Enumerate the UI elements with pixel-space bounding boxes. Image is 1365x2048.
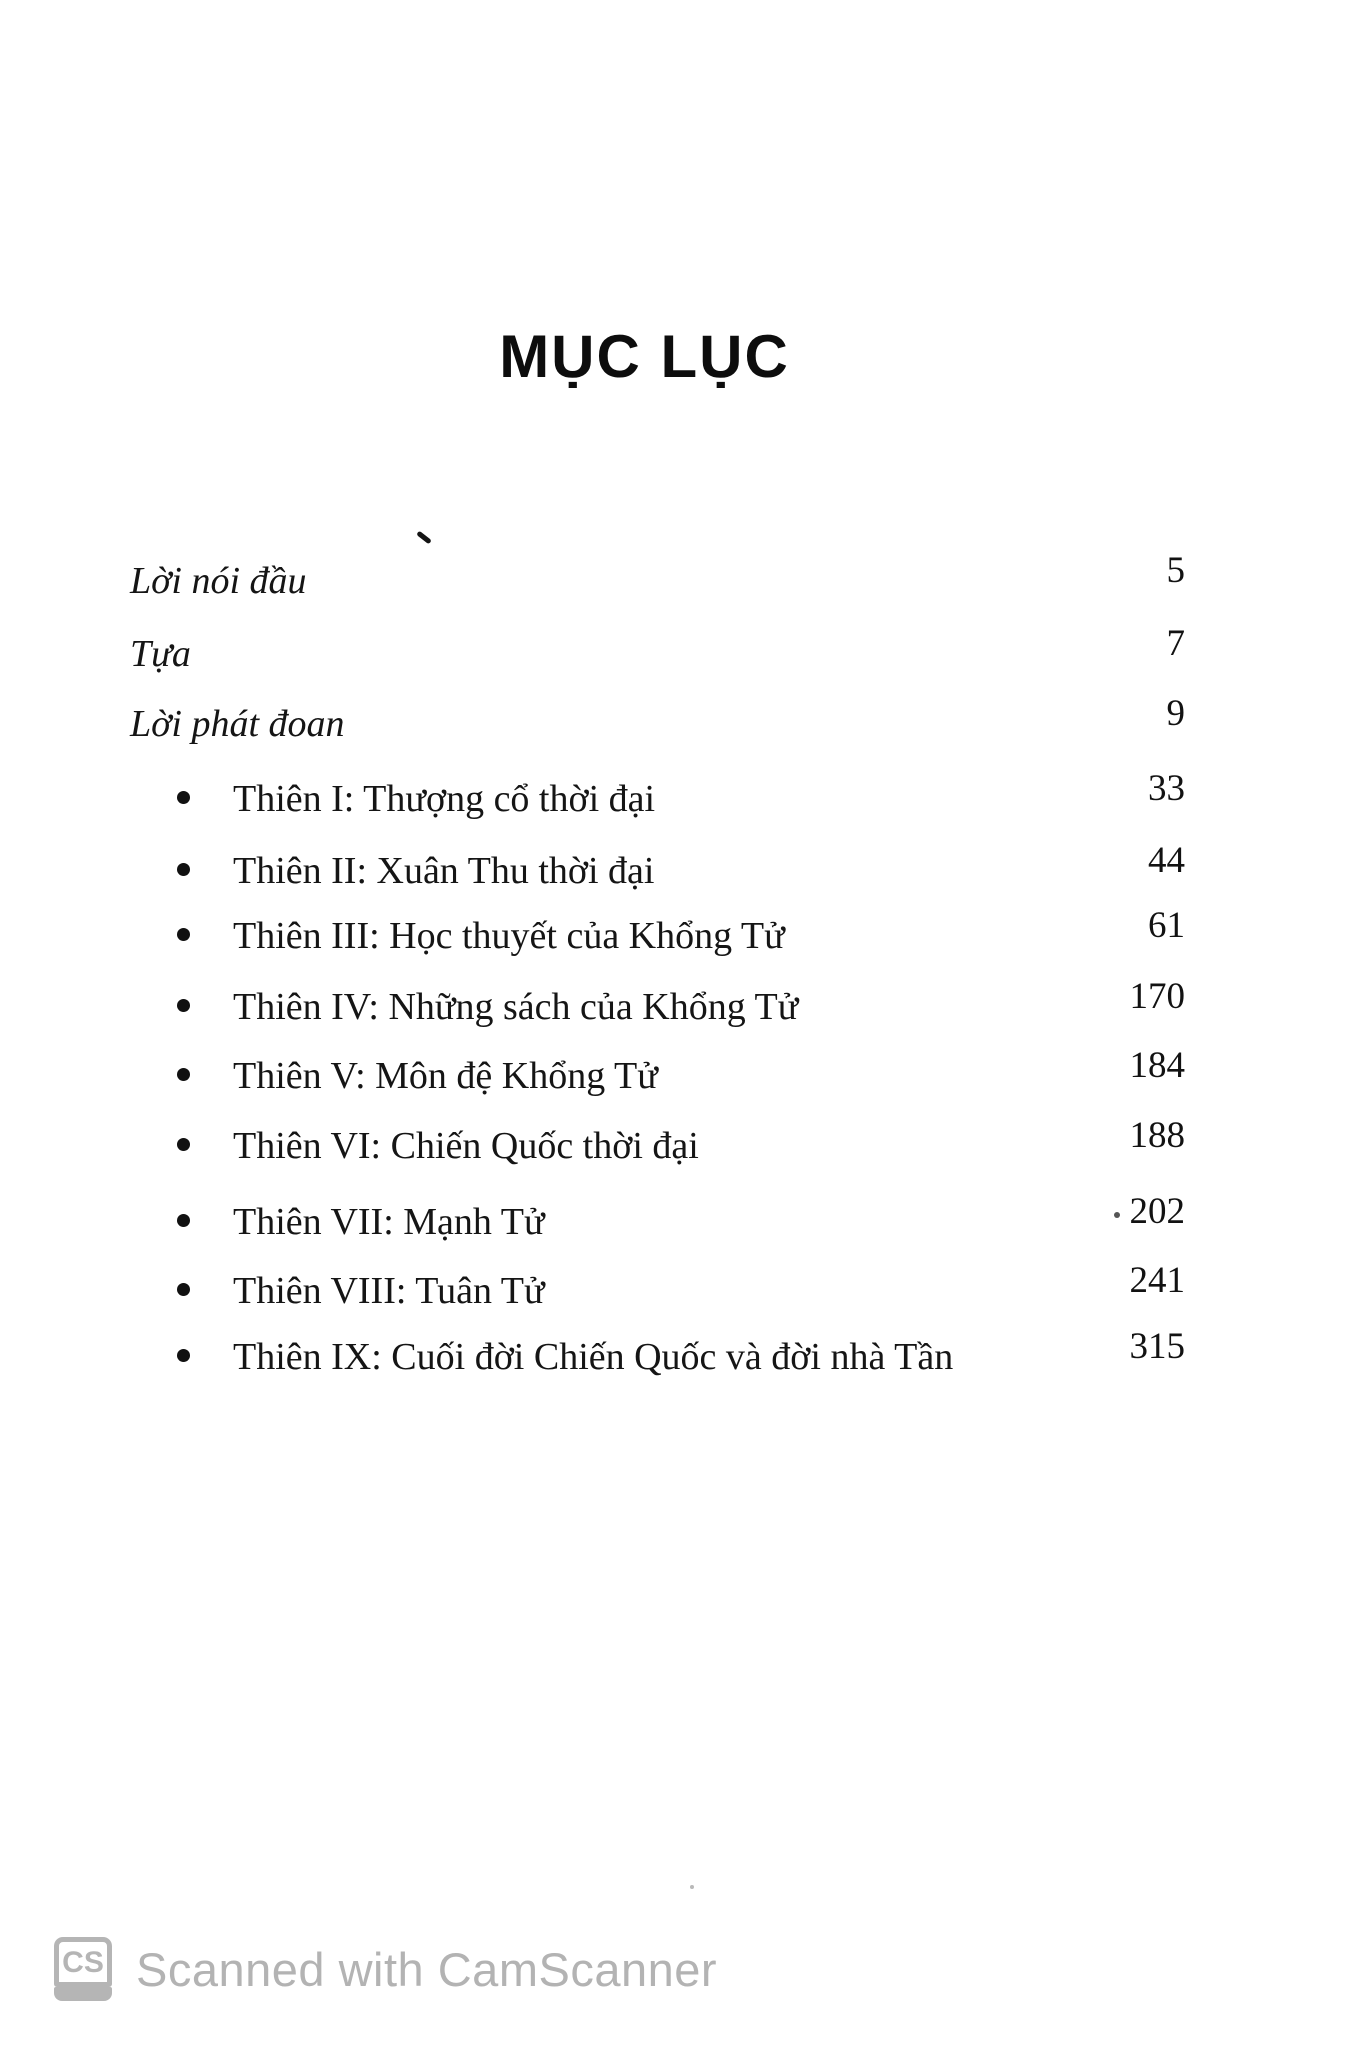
camscanner-icon xyxy=(54,1937,112,2001)
toc-entry-label: Thiên VII: Mạnh Tử xyxy=(233,1201,545,1243)
toc-entry-label: Tựa xyxy=(130,633,191,675)
toc-entry-label: Thiên III: Học thuyết của Khổng Tử xyxy=(233,915,785,957)
toc-entry-label: Thiên IX: Cuối đời Chiến Quốc và đời nhà Tần xyxy=(233,1336,954,1378)
toc-entry-page: 44 xyxy=(1148,840,1185,881)
toc-row xyxy=(0,1326,1205,1395)
toc-row xyxy=(0,1260,1205,1329)
scan-artifact-accent-mark xyxy=(416,531,432,545)
bullet-icon xyxy=(177,1349,190,1362)
bullet-icon xyxy=(177,791,190,804)
page-title: MỤC LỤC xyxy=(499,323,790,390)
watermark-text: Scanned with CamScanner xyxy=(136,1942,718,1996)
camscanner-icon-letters: CS xyxy=(62,1946,104,1979)
bullet-icon xyxy=(177,1138,190,1151)
toc-row xyxy=(0,1115,1205,1184)
toc-entry-page: 9 xyxy=(1166,693,1185,734)
toc-entry-page: 188 xyxy=(1129,1115,1185,1156)
toc-row xyxy=(0,976,1205,1045)
toc-row xyxy=(0,693,1205,762)
toc-entry-label: Thiên II: Xuân Thu thời đại xyxy=(233,850,655,892)
camscanner-icon-bar xyxy=(54,1987,112,2001)
toc-entry-label: Thiên IV: Những sách của Khổng Tử xyxy=(233,986,799,1028)
toc-entry-label: Thiên VIII: Tuân Tử xyxy=(233,1270,545,1312)
toc-row xyxy=(0,840,1205,909)
toc-entry-label: Thiên V: Môn đệ Khổng Tử xyxy=(233,1055,658,1097)
toc-entry-page: 202 xyxy=(1129,1191,1185,1232)
toc-entry-label: Thiên VI: Chiến Quốc thời đại xyxy=(233,1125,699,1167)
toc-entry-page: 61 xyxy=(1148,905,1185,946)
scan-artifact-dot xyxy=(1114,1212,1120,1218)
toc-entry-page: 7 xyxy=(1166,623,1185,664)
toc-entry-label: Thiên I: Thượng cổ thời đại xyxy=(233,778,656,820)
camscanner-watermark xyxy=(54,1936,717,2002)
toc-entry-label: Lời nói đầu xyxy=(130,560,307,602)
bullet-icon xyxy=(177,999,190,1012)
toc-row xyxy=(0,905,1205,974)
scan-artifact-speck xyxy=(690,1885,694,1889)
toc-row xyxy=(0,1191,1205,1260)
toc-entry-page: 315 xyxy=(1129,1326,1185,1367)
toc-row xyxy=(0,1045,1205,1114)
toc-row xyxy=(0,623,1205,692)
toc-entry-page: 241 xyxy=(1129,1260,1185,1301)
bullet-icon xyxy=(177,928,190,941)
bullet-icon xyxy=(177,1283,190,1296)
toc-entry-label: Lời phát đoan xyxy=(130,703,345,745)
camscanner-icon-frame xyxy=(54,1937,112,1987)
bullet-icon xyxy=(177,1068,190,1081)
toc-entry-page: 33 xyxy=(1148,768,1185,809)
toc-entry-page: 170 xyxy=(1129,976,1185,1017)
bullet-icon xyxy=(177,1214,190,1227)
toc-entry-page: 5 xyxy=(1166,550,1185,591)
toc-row xyxy=(0,550,1205,619)
toc-entry-page: 184 xyxy=(1129,1045,1185,1086)
toc-row xyxy=(0,768,1205,837)
bullet-icon xyxy=(177,863,190,876)
